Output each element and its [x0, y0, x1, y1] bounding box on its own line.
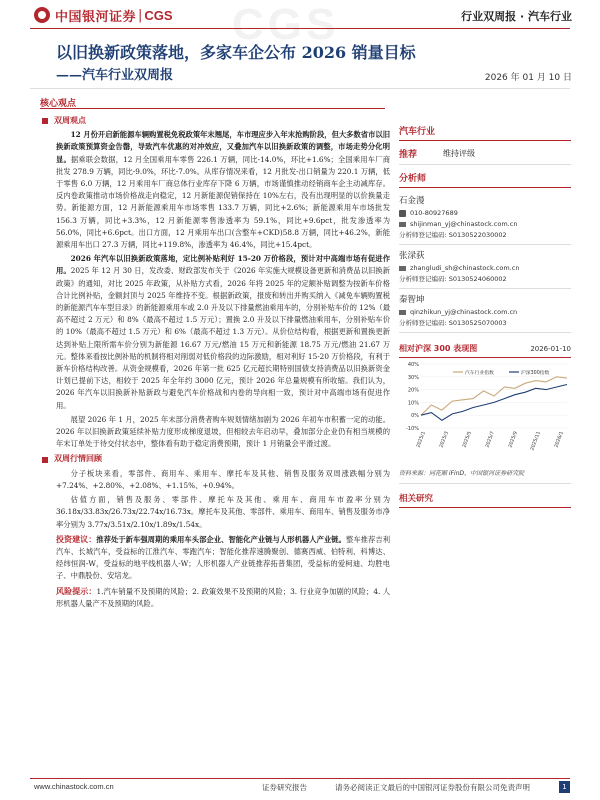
core-view-label: 核心观点	[40, 99, 77, 109]
y-tick-label: 40%	[407, 362, 419, 368]
analyst-email[interactable]	[399, 220, 571, 229]
bold-lead: 12 月份开启新能源车辆购置税免税政策年末翘尾，车市理应步入年末抢购阶段，但大多数省市以旧换新政策预算资金告罄，导致汽车优惠的对冲效应，又叠加汽车以旧换新政策的调整，市场走势分化明显。	[56, 130, 390, 164]
report-type: 行业双周报 · 汽车行业	[461, 10, 572, 23]
industry-heading: 汽车行业	[399, 124, 571, 141]
y-tick-label: -10%	[406, 426, 419, 432]
series-line	[421, 377, 567, 415]
footer-center: 证券研究报告	[262, 783, 307, 792]
y-tick-label: 0%	[411, 413, 419, 420]
section-bullet-icon	[42, 118, 48, 124]
mail-icon	[399, 310, 406, 315]
x-tick-label: 2025/1	[416, 430, 427, 449]
analyst-registration: 分析师登记编码: S0130525070003	[399, 319, 571, 333]
report-title: 以旧换新政策落地，多家车企公布 2026 销量目标	[56, 43, 416, 62]
phone-icon	[399, 210, 406, 217]
inline-section	[56, 586, 390, 610]
rating-row	[399, 147, 571, 165]
relative-performance-chart	[399, 358, 571, 466]
x-tick-label: 2025/5	[462, 430, 473, 449]
footer-website[interactable]: www.chinastock.com.cn	[34, 782, 114, 791]
analyst-list	[399, 194, 571, 333]
main-body	[56, 112, 390, 610]
paragraph-text: 整车推荐吉利汽车、长城汽车，受益标的江淮汽车、零跑汽车；智能化推荐速腾聚创、德赛西威、伯特利、科博达、经纬恒润-W，受益标的地平线机器人-W；人形机器人产业链推荐拓普集团，受益标的爱柯迪、均胜电子、中鼎股份、安培龙。	[56, 534, 391, 581]
brand-logo	[34, 6, 173, 24]
paragraph-text: 1.汽车销量不及预期的风险；2. 政策效果不及预期的风险；3. 行业竞争加剧的风险；4. 人形机器人量产不及预期的风险。	[56, 586, 391, 608]
inline-section	[56, 534, 390, 583]
analyst-email-text[interactable]: shijinman_yj@chinastock.com.cn	[410, 220, 518, 228]
footer-divider	[30, 778, 570, 779]
report-subtitle: ——汽车行业双周报	[56, 68, 174, 83]
analyst-email[interactable]	[399, 308, 571, 317]
mail-icon	[399, 222, 406, 227]
y-tick-label: 20%	[407, 387, 419, 394]
analyst-heading: 分析师	[399, 171, 571, 188]
bold-lead: 推荐处于新车强周期的乘用车头部企业、智能化产业链与人形机器人产业链。	[96, 534, 346, 544]
sidebar	[399, 124, 571, 508]
analyst-phone	[399, 209, 571, 218]
analyst-name: 石金漫	[399, 196, 425, 206]
brand-separator: |	[138, 7, 143, 23]
paragraph-text: 估值方面，销售及服务、零部件、摩托车及其他、乘用车、商用车市盈率分别为 36.18x/33.83x/26.73x/22.74x/16.73x。摩托车及其他、零部件、乘用车、商用车、销售及服务市净率分别为 3.77x/3.51x/2.10x/1.89x/1.54x。	[56, 495, 390, 529]
chart-title: 相对沪深 300 表现图	[399, 344, 478, 353]
paragraph-text: 2025 年 12 月 30 日，发改委、财政部发布关于《2026 年实施大规模设备更新和消费品以旧换新政策》的通知，对比 2025 年政策，从补贴方式看，2026 年将 2025 年的定额补贴调整为按新车价格合计比例补贴，金额封顶与 2025 年维持不变。根据新政策，报废和转出并购买纳入《减免车辆购置税的新能源汽车车型目录》的新能源乘用车或 2.0 升及以下排量燃油乘用车的，分别补贴车价的 12%（最高不超过 2 万元）和 8%（最高不超过 1.5 万元）；置换 2.0 升及以下排量燃油乘用车，分别补贴车价的 10%（最高不超过 1.5 万元）和 6%（最高不超过 1.3 万元）。从价位结构看，根据更新和置换更新达到补贴上限所需车价分别为新能源 16.67 万元/燃油 15 万元和新能源 18.75 万元/燃油 21.67 万元。整体来看按比例补贴的机制将相对削弱对低价格段的边际激励，相对利好 15-20 万价格段，有利于新车价格结构改善。从资金规模看，2026 年第一批 625 亿元超长期特别国债支持消费品以旧换新资金计划已提前下达，相较于 2025 年全年约 3000 亿元，预计 2026 年总量规模有所收缩。我们认为，2026 年汽车以旧换新补贴新政与避免汽车价格战和内卷的导向相一致，预计对中高端市场有促进作用。	[56, 266, 391, 410]
brand-logo-icon	[34, 7, 50, 23]
x-tick-label: 2025/11	[530, 430, 542, 452]
x-tick-label: 2025/9	[508, 430, 519, 449]
section-bullet-icon	[42, 457, 48, 463]
section-heading-text: 双周观点	[54, 116, 86, 125]
paragraph	[56, 414, 390, 451]
bold-lead: 2026 年汽车以旧换新政策落地，定比例补贴利好 15-20 万价格段，预计对中高端市场有促进作用。	[56, 254, 390, 276]
watermark: CGS	[232, 0, 340, 49]
analyst-name: 张渌荻	[399, 251, 425, 261]
analyst-email-text[interactable]: zhangludi_sh@chinastock.com.cn	[410, 264, 520, 272]
chart-source: 资料来源：同花顺 iFinD，中国银河证券研究院	[399, 466, 571, 484]
analyst-email[interactable]	[399, 264, 571, 273]
y-tick-label: 10%	[407, 400, 419, 407]
legend-label: 沪深300指数	[521, 371, 550, 376]
mail-icon	[399, 266, 406, 271]
page-number: 1	[559, 781, 570, 793]
report-date: 2026 年 01 月 10 日	[484, 73, 572, 83]
page-header	[0, 0, 600, 49]
analyst-email-text[interactable]: qinzhikun_yj@chinastock.com.cn	[410, 308, 518, 316]
x-tick-label: 2025/3	[439, 430, 450, 449]
x-tick-label: 2026/1	[554, 430, 565, 449]
chart-date: 2026-01-10	[530, 345, 571, 353]
analyst-registration: 分析师登记编码: S0130524060002	[399, 275, 571, 289]
y-tick-label: 30%	[407, 374, 419, 381]
analyst-name: 秦智坤	[399, 295, 425, 305]
chart-svg	[399, 358, 571, 466]
paragraph	[56, 129, 390, 251]
analyst-registration: 分析师登记编码: S0130522030002	[399, 231, 571, 245]
paragraph	[56, 468, 390, 492]
section-heading-text: 双周行情回顾	[54, 454, 102, 464]
paragraph-text: 展望 2026 年 1 月，2025 年末部分消费者购车规划情绪加剧为 2026 年初车市积蓄一定的动能。2026 年以旧换新政策延续补贴力度形成梯度退坡，但相较去年启动早，叠加部分企业仍有相当规模的年末订单处于待交付状态中，整体看有助于稳定消费预期，预计 1 月销量会平滑过渡。	[56, 414, 390, 449]
header-divider	[30, 28, 570, 29]
related-research-heading: 相关研究	[399, 492, 571, 508]
core-view-divider	[40, 108, 385, 109]
x-tick-label: 2025/7	[485, 430, 496, 449]
paragraph	[56, 494, 390, 531]
analyst-phone-text: 010-80927689	[410, 209, 458, 217]
section-heading: 投资建议：	[56, 534, 97, 544]
section-heading	[56, 115, 390, 127]
section-heading	[56, 453, 390, 465]
legend-label: 汽车行业指数	[465, 371, 494, 376]
rating-value: 维持评级	[443, 149, 475, 158]
brand-abbrev: CGS	[144, 7, 173, 23]
chart-heading	[399, 343, 571, 358]
footer-disclaimer: 请务必阅读正文最后的中国银河证券股份有限公司免责声明	[335, 783, 530, 792]
brand-name: 中国银河证券	[55, 9, 137, 25]
rating-key: 推荐	[399, 150, 418, 160]
paragraph-text: 据乘联会数据，12 月全国乘用车零售 226.1 万辆，同比-14.0%，环比+1.6%；全国乘用车厂商批发 278.9 万辆，同比-9.0%，环比-7.0%。从库存情况来看，12 月批发-出口销量为 220.1 万辆，低于零售 6.0 万辆，12 月乘用车厂商总体行业库存下降 6 万辆，市场谨慎推动经销商车企主动减库存。反内卷政策推动市场价格战走向稳定，12 月新能源促销保持在 10%左右，没有出现明显的以价换量走势。新能源方面，12 月新能源乘用车市场零售 133.7 万辆，同比+2.6%；新能源乘用车市场批发 156.3 万辆，同比+3.3%，12 月新能源零售渗透率为 59.1%，同比+9.6pct，批发渗透率为 56.0%，同比+6.6pct。出口方面，12 月乘用车出口(含整车+CKD)58.8 万辆，同比+46.2%，新能源乘用车出口 27.3 万辆，同比+119.8%，渗透率为 46.4%，同比+15.4pct。	[56, 154, 390, 250]
paragraph-text: 分子板块来看，零部件、商用车、乘用车、摩托车及其他、销售及服务双周涨跌幅分别为+7.24%、+2.80%、+2.08%、+1.15%、+0.94%。	[56, 468, 390, 490]
section-heading: 风险提示：	[56, 586, 97, 596]
paragraph	[56, 253, 390, 412]
title-divider	[30, 88, 570, 89]
